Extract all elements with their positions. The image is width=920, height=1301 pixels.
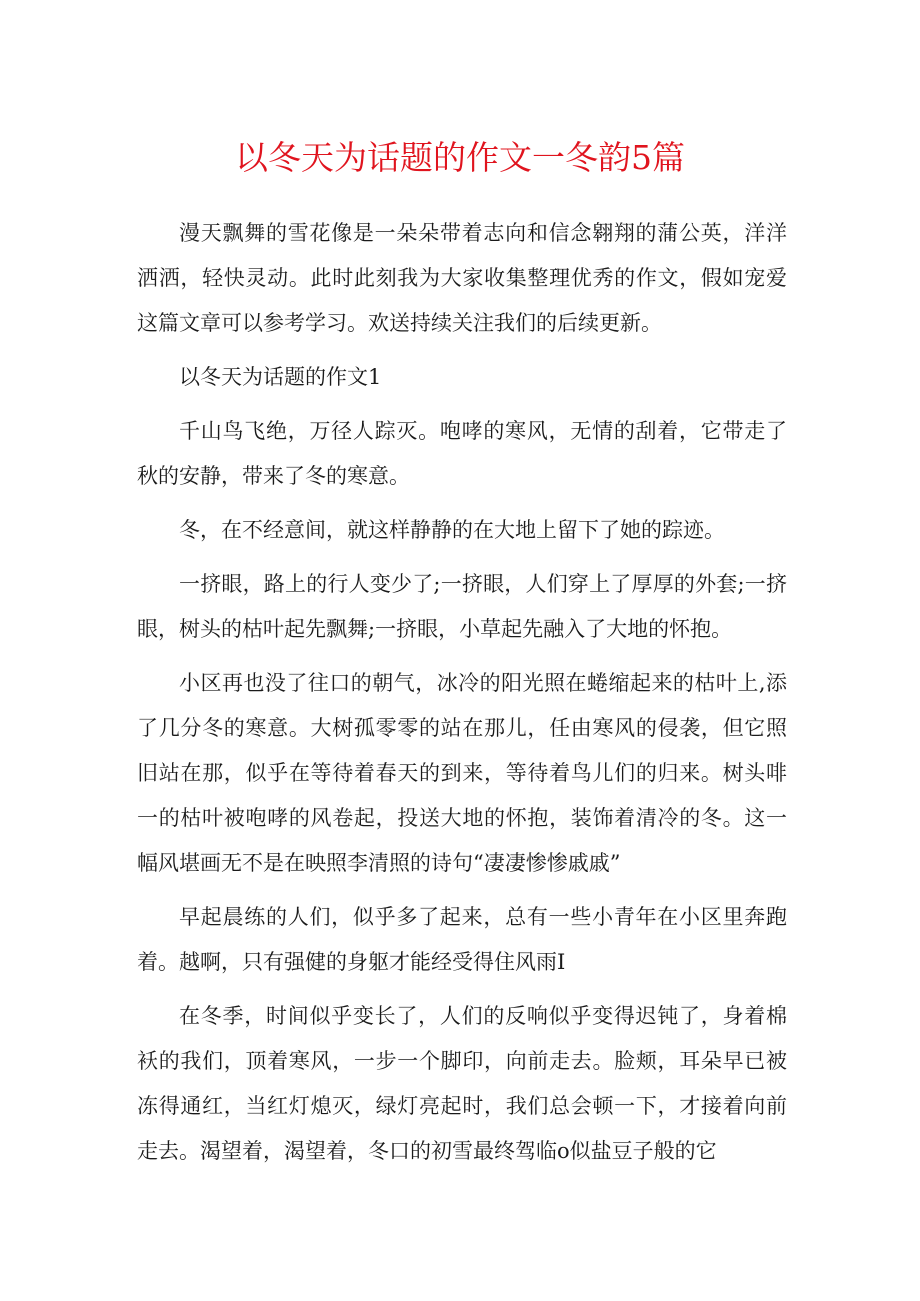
document-title: 以冬天为话题的作文一冬韵5篇 bbox=[235, 138, 685, 177]
section-heading: 以冬天为话题的作文1 bbox=[179, 365, 382, 389]
document-body bbox=[137, 211, 787, 1183]
paragraph: 冬，在不经意间，就这样静静的在大地上留下了她的踪迹。 bbox=[179, 518, 725, 542]
paragraph-intro: 漫天飘舞的雪花像是一朵朵带着志向和信念翱翔的蒲公英，洋洋洒洒，轻快灵动。此时此刻我为大家收集整理优秀的作文，假如宠爱这篇文章可以参考学习。欢送持续关注我们的后续更新。 bbox=[137, 221, 787, 335]
paragraph: 在冬季，时间似乎变长了，人们的反响似乎变得迟钝了，身着棉袄的我们，顶着寒风，一步一个脚印，向前走去。脸颊，耳朵早已被冻得通红，当红灯熄灭，绿灯亮起时，我们总会顿一下，才接着向前走去。渴望着，渴望着，冬口的初雪最终驾临o似盐豆子般的它 bbox=[137, 1004, 787, 1163]
paragraph: 千山鸟飞绝，万径人踪灭。咆哮的寒风，无情的刮着，它带走了秋的安静，带来了冬的寒意。 bbox=[137, 419, 787, 488]
paragraph: 小区再也没了往口的朝气，冰冷的阳光照在蜷缩起来的枯叶上,添了几分冬的寒意。大树孤零零的站在那儿，任由寒风的侵袭，但它照旧站在那，似乎在等待着春天的到来，等待着鸟儿们的归来。树头啡一的枯叶被咆哮的风卷起，投送大地的怀抱，装饰着清冷的冬。这一幅风堪画无不是在映照李清照的诗句“凄凄惨惨戚戚” bbox=[137, 671, 787, 875]
paragraph: 一挤眼，路上的行人变少了;一挤眼，人们穿上了厚厚的外套;一挤眼，树头的枯叶起先飘舞;一挤眼，小草起先融入了大地的怀抱。 bbox=[137, 572, 787, 641]
paragraph: 早起晨练的人们，似乎多了起来，总有一些小青年在小区里奔跑着。越啊，只有强健的身躯才能经受得住风雨I bbox=[137, 905, 787, 974]
